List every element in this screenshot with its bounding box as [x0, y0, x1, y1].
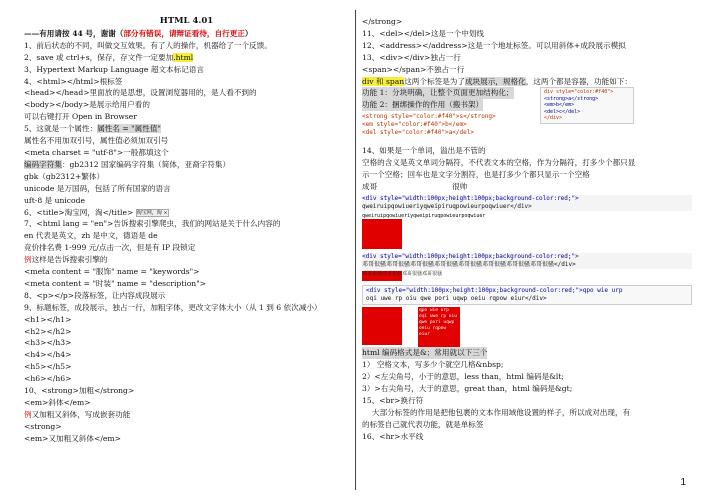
page-number: 1 [680, 477, 686, 488]
line: <meta content = "时装" name = "description"> [24, 278, 207, 288]
line: <meta content = "服饰" name = "keywords"> [24, 267, 200, 277]
line: <meta charset = "utf-8">一般都填这个 [24, 147, 169, 157]
highlight: 属性名 = "属性值" [97, 124, 161, 134]
line: 9、标题标签，成段展示，独占一行，加粗字体，更改文字体大小（从 1 到 6 依次减小） [24, 302, 322, 312]
line: 13、<div></div>独占一行 [362, 52, 461, 62]
highlight: .html [173, 52, 194, 62]
code-example-3: <div style="width:100px;height:100px;background-color:red;"> 邓哥很骚邓哥很骚邓哥很骚邓哥很骚邓哥很骚邓哥很骚邓哥很骚邓哥很骚</div> [362, 253, 692, 269]
code-snippet: <strong style="color:#f40">s</strong> <em style="color:#f40">b</em> <del style="color:#f40">a</del> [362, 113, 496, 137]
h-tag-line: <h4></h4> [24, 350, 72, 360]
line: 11、<del></del>这是一个中划线 [362, 28, 484, 38]
line: 1） 空格文本，写多少个就空几格&nbsp; [362, 360, 504, 370]
h-tag-line: <h2></h2> [24, 326, 72, 336]
red-demo-box-3 [362, 307, 402, 345]
line: 1、前后状态的不同，叫做交互效果。有了人的操作，机器给了一个反馈。 [24, 40, 272, 50]
line: 功能 2：捆绑操作的作用（搬书架） [362, 100, 484, 110]
line: 3）>右尖角号，大于的意思，great than，html 编码是&gt; [362, 383, 573, 393]
warning-text: 部分有错误，请辩证看待，自行更正 [123, 28, 245, 38]
line: <em>斜体</em> [24, 398, 91, 407]
line: <span></span>不独占一行 [362, 64, 465, 74]
h-tag-line: <h1></h1> [24, 314, 72, 324]
doc-title: HTML 4.01 [159, 16, 214, 26]
code-side-snippet: div style="color:#f40"> <strong>a</strong> <em>b</em> <del>c</del> </div> [540, 87, 634, 124]
red-demo-row [362, 307, 692, 347]
h-tag-line: <h5></h5> [24, 362, 72, 372]
line: 10、<strong>加粗</strong> [24, 386, 135, 396]
h-tag-line: <h3></h3> [24, 338, 72, 348]
line: 3、Hypertext Markup Language 超文本标记语言 [24, 64, 204, 74]
line: html 编码格式是&；常用就以下三个 [362, 348, 488, 358]
line: 12、<address></address>这是一个地址标签。可以用斜体+成段展示模拟 [362, 40, 626, 50]
line: 属性名不用加双引号，属性值必须加双引号 [24, 136, 169, 146]
code-example-1 [362, 87, 692, 145]
line: 2、save 或 ctrl+s，保存，存文件一定要加.html [24, 52, 194, 62]
line: 8、<p></p>段落标签，让内容成段展示 [24, 290, 166, 300]
line: 5、这就是一个属性：属性名 = "属性值" [24, 124, 161, 134]
line: <body></body>是展示给用户看的 [24, 100, 150, 110]
line: 编码字符集：gb2312 国家编码字符集（简体，亚裔字符集） [24, 159, 231, 169]
highlight: 编码字符集 [24, 159, 62, 169]
line: <strong> [24, 421, 62, 431]
h-tag-line: <h6></h6> [24, 374, 72, 384]
red-demo-box-4: qpo wie urp oqi uwe rp oiu qwe pori uqwp oeiu rqpow eiur [418, 307, 460, 347]
line: uft-8 是 unicode [24, 195, 85, 205]
line: 例这样是告诉搜索引擎的 [24, 255, 108, 265]
line: <head></head>里面放的是思想，设置浏览器用的，是人看不到的 [24, 88, 257, 98]
line: 空格的含义是英文单词分隔符，不代表文本的空格，作为分隔符，打多少个都只显 [362, 158, 636, 168]
line: div 和 span这两个标签是为了成块展示，规格化，这两个都是容器，功能如下： [362, 76, 632, 86]
word-demo: 成哥 很帅 [362, 182, 468, 192]
line: 6、<title>淘宝网，淘</title> 淘宝网，淘 × [24, 207, 168, 217]
line: 7、<html lang = "en">告诉搜索引擎爬虫，我们的网站是关于什么内容的 [24, 219, 281, 229]
line: 2）<左尖角号，小于的意思，less than，html 编码是&lt; [362, 371, 564, 381]
line: 功能 1：分块明确，让整个页面更加结构化； [362, 88, 514, 98]
right-column [362, 16, 692, 442]
line: 竞价排名费 1-999 元/点击一次，但是有 IP 段锁定 [24, 243, 196, 253]
code-example-4: <div style="width:100px;height:100px;background-color:red;">qpo wie urp oqi uwe rp oiu qwe pori uqwp oeiu rqpow eiur</div> [362, 285, 692, 305]
line: unicode 是万国码，包括了所有国家的语言 [24, 183, 171, 193]
tab-screenshot: 淘宝网，淘 × [136, 209, 168, 216]
red-demo-box-2: 邓哥很骚邓哥很骚邓哥很骚邓哥很骚 [362, 271, 662, 281]
line: en 代表是英文，zh 是中文，德语是 de [24, 231, 158, 241]
code-example-2: <div style="width:100px;height:100px;background-color:red;"> qweiruipqowiueriyqweipiruqpowieurpoqwiuer</div> [362, 195, 692, 211]
line: 16、<hr>水平线 [362, 431, 424, 441]
line: 可以右键打开 Open in Browser [24, 112, 137, 122]
intro-line: ——有用请按 44 号，谢谢（部分有错误，请辩证看待，自行更正） [24, 28, 253, 38]
line: 示一个空格；回车也是文字分割符，也是打多少个都只显示一个空格 [362, 170, 590, 180]
line: </strong> [362, 17, 403, 26]
line: <em>又加粗又斜体</em> [24, 433, 121, 443]
line: 14、如果是一个单词，溢出是不管的 [362, 146, 486, 156]
red-demo-box-1: qweiruipqowiueriyqweipiruqpowieurpoqwiuer [362, 213, 402, 249]
left-column [24, 16, 349, 445]
column-divider [355, 10, 356, 490]
line: 例又加粗又斜体，写成嵌套功能 [24, 409, 131, 419]
line: gbk（gb2312+繁体） [24, 171, 105, 181]
line: 的标签自己就代表功能，就是单标签 [362, 419, 484, 429]
line: 15、<br>换行符 [362, 395, 424, 405]
line: 4、<html></html>根标签 [24, 76, 123, 86]
line: 大部分标签的作用是把他包裹的文本作用域他设置的样子，所以成对出现，有 [372, 407, 631, 417]
